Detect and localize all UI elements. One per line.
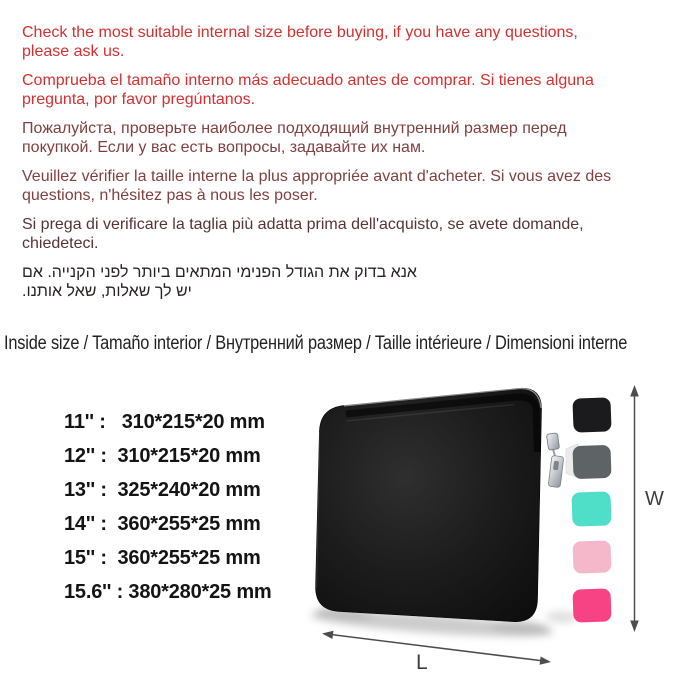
color-swatch-gray bbox=[572, 445, 611, 479]
color-swatch-hot-pink bbox=[572, 588, 611, 622]
notice-line: Пожалуйста, проверьте наиболее подходящий внутренний размер перед bbox=[22, 120, 567, 137]
width-label: W bbox=[645, 488, 664, 510]
notice-line: please ask us. bbox=[22, 42, 125, 60]
notice-line: questions, n'hésitez pas à nous les poser. bbox=[22, 186, 318, 204]
sleeve-body bbox=[316, 388, 542, 621]
notice-line: Veuillez vérifier la taille interne la plus appropriée avant d'acheter. Si vous avez des bbox=[22, 168, 612, 185]
size-row-11: 11'' : 310*215*20 mm bbox=[64, 411, 265, 433]
color-swatches bbox=[571, 397, 611, 622]
size-row-12: 12'' : 310*215*20 mm bbox=[64, 445, 261, 467]
zipper-pull-icon bbox=[546, 433, 563, 488]
size-row-13: 13'' : 325*240*20 mm bbox=[64, 479, 261, 501]
notice-line: покупкой. Если у вас есть вопросы, задавайте их нам. bbox=[22, 138, 426, 156]
notice-line: pregunta, por favor pregúntanos. bbox=[22, 90, 256, 108]
notice-line: םא .היינקה ינפל רתויב םיאתמה ימינפה לדוגה תא קודב אנא bbox=[22, 264, 417, 281]
size-row-15: 15'' : 360*255*25 mm bbox=[64, 547, 261, 569]
inside-size-heading: Inside size / Tamaño interior / Внутренний размер / Taille intérieure / Dimensioni interne bbox=[4, 333, 628, 354]
notice-line: Comprueba el tamaño interno más adecuado antes de comprar. Si tienes alguna bbox=[22, 72, 594, 89]
length-label: L bbox=[416, 651, 428, 674]
color-swatch-black bbox=[572, 397, 611, 432]
notice-line: chiedeteci. bbox=[22, 234, 99, 252]
notice-line: Si prega di verificare la taglia più adatta prima dell'acquisto, se avete domande, bbox=[22, 216, 584, 233]
size-row-14: 14'' : 360*255*25 mm bbox=[64, 513, 261, 535]
color-swatch-pink bbox=[572, 540, 611, 573]
size-row-15-6: 15.6'' : 380*280*25 mm bbox=[64, 581, 272, 603]
color-swatch-teal bbox=[571, 491, 611, 526]
laptop-sleeve bbox=[316, 388, 564, 621]
width-arrow-icon bbox=[630, 385, 639, 632]
notice-line: .ונתוא לאש ,תולאש ךל שי bbox=[22, 282, 192, 300]
notice-line: Check the most suitable internal size before buying, if you have any questions, bbox=[22, 24, 578, 41]
